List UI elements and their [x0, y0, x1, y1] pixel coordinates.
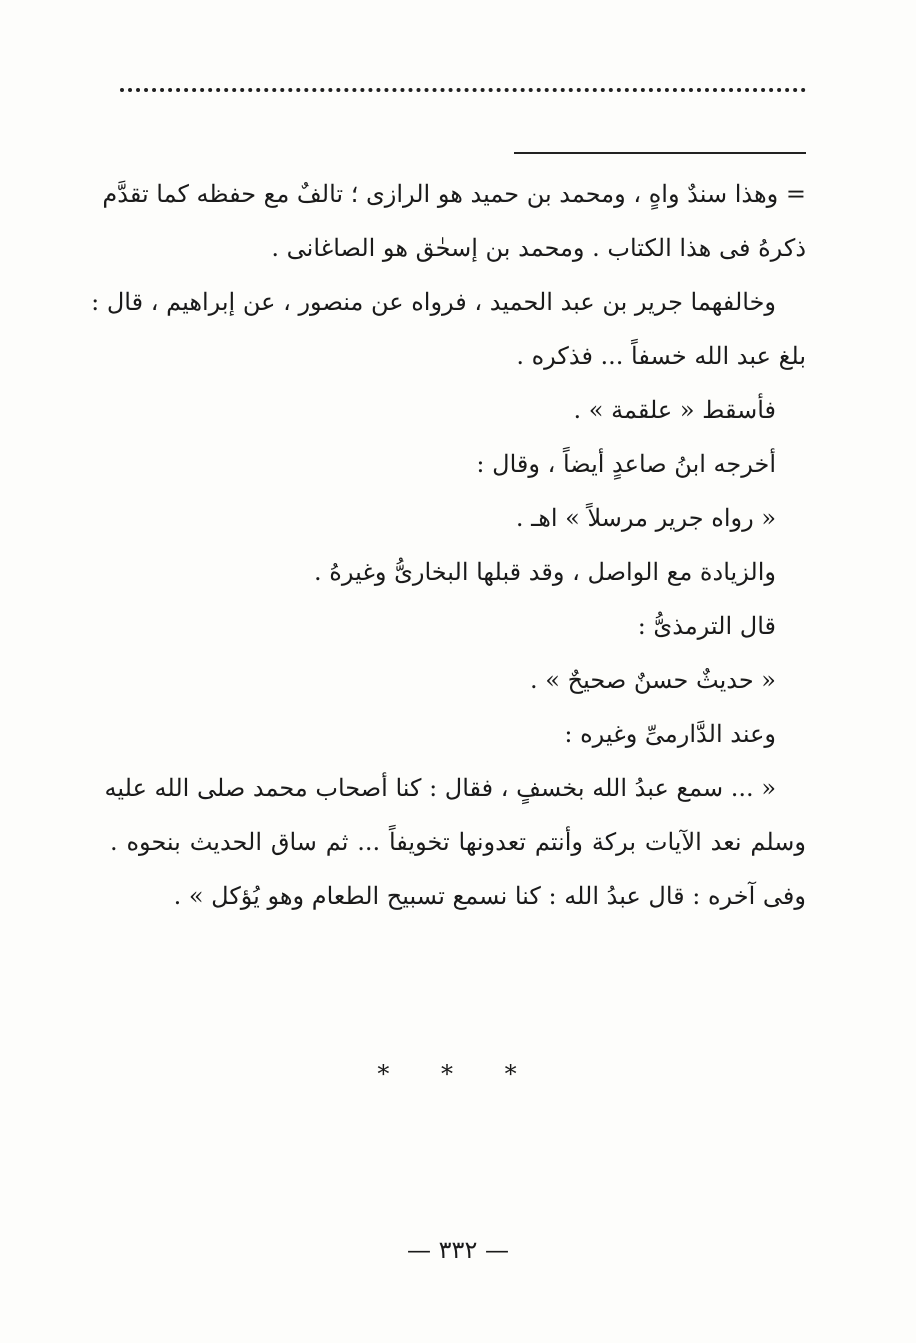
paragraph-5: والزيادة مع الواصل ، وقد قبلها البخارىُّ وغيرهُ . — [314, 558, 776, 586]
paragraph-8: وعند الدَّارمىِّ وغيره : — [564, 720, 776, 748]
paragraph-6: قال الترمذىُّ : — [637, 612, 776, 640]
footnote-line-1: = وهذا سندٌ واهٍ ، ومحمد بن حميد هو الرازى ؛ تالفٌ مع حفظه كما تقدَّم — [102, 180, 806, 208]
paragraph-9-line-1: « ... سمع عبدُ الله بخسفٍ ، فقال : كنا أصحاب محمد صلى الله عليه — [104, 774, 776, 802]
paragraph-1-line-2: بلغ عبد الله خسفاً ... فذكره . — [516, 342, 806, 370]
footnote-separator-line — [514, 152, 806, 154]
footnote-line-2: ذكرهُ فى هذا الكتاب . ومحمد بن إسحٰق هو الصاغانى . — [271, 234, 806, 262]
section-separator-stars: * * * — [377, 1060, 539, 1088]
paragraph-7-quote: « حديثٌ حسنٌ صحيحٌ » . — [530, 666, 776, 694]
dotted-separator-line — [120, 88, 806, 92]
paragraph-9-line-2: وسلم نعد الآيات بركة وأنتم تعدونها تخويفاً ... ثم ساق الحديث بنحوه . — [110, 828, 806, 856]
paragraph-1-line-1: وخالفهما جرير بن عبد الحميد ، فرواه عن منصور ، عن إبراهيم ، قال : — [91, 288, 776, 316]
paragraph-3: أخرجه ابنُ صاعدٍ أيضاً ، وقال : — [476, 450, 776, 478]
paragraph-4-quote: « رواه جرير مرسلاً » اهـ . — [515, 504, 776, 532]
paragraph-2: فأسقط « علقمة » . — [573, 396, 776, 424]
paragraph-9-line-3: وفى آخره : قال عبدُ الله : كنا نسمع تسبيح الطعام وهو يُؤكل » . — [173, 882, 806, 910]
page-number: — ٣٣٢ — — [407, 1236, 509, 1264]
